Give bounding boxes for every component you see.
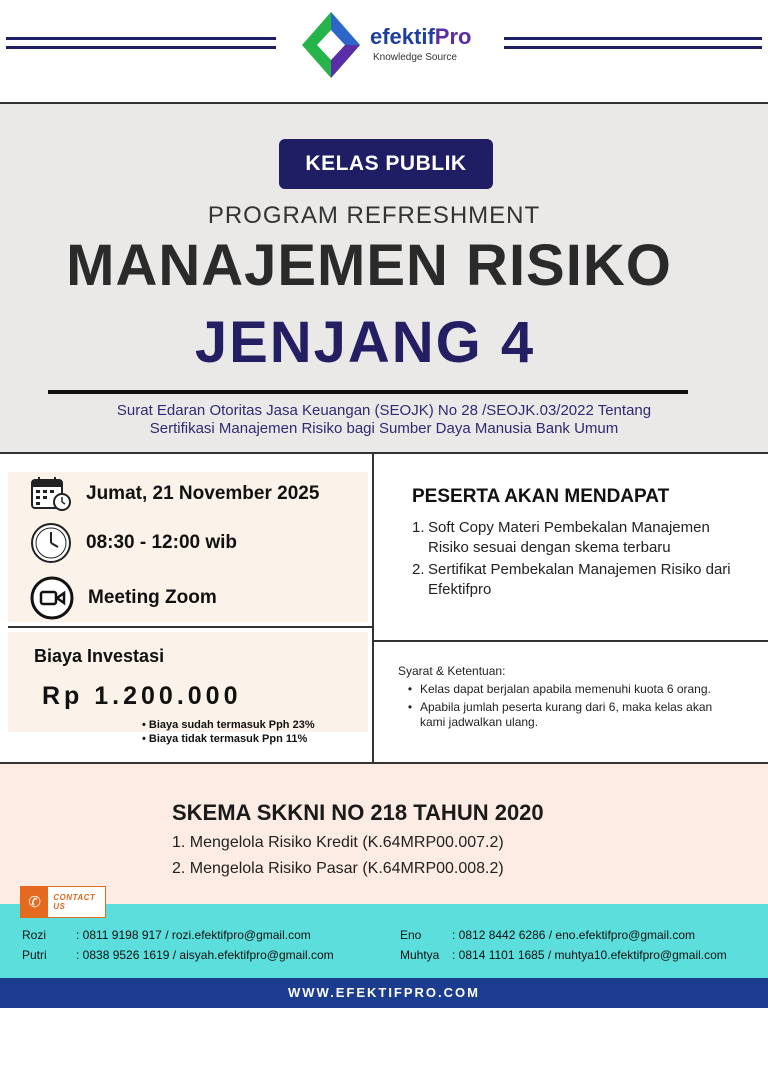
contact-us-badge bbox=[20, 886, 106, 918]
benefits-list bbox=[412, 518, 742, 602]
logo-diamond-icon bbox=[300, 10, 362, 80]
phone-icon: ✆ bbox=[21, 887, 48, 917]
list-item: 1. Soft Copy Materi Pembekalan Manajemen Risiko sesuai dengan skema terbaru bbox=[412, 519, 710, 556]
title-line1: MANAJEMEN RISIKO bbox=[66, 233, 672, 298]
contact-name: Rozi bbox=[22, 928, 47, 942]
contact-info: : 0812 8442 6286 / eno.efektifpro@gmail.com bbox=[452, 928, 695, 942]
video-camera-icon bbox=[30, 576, 74, 620]
contact-section bbox=[0, 893, 768, 978]
event-date-row bbox=[30, 476, 319, 512]
investment-label: Biaya Investasi bbox=[34, 646, 165, 666]
benefits-title: PESERTA AKAN MENDAPAT bbox=[412, 486, 670, 507]
calendar-icon bbox=[30, 476, 72, 512]
skema-section bbox=[0, 762, 768, 904]
event-time: 08:30 - 12:00 wib bbox=[86, 532, 238, 553]
logo-subtitle: Knowledge Source bbox=[373, 52, 457, 63]
investment-note: • Biaya sudah termasuk Pph 23% bbox=[142, 719, 315, 731]
left-divider bbox=[8, 626, 372, 628]
terms-list bbox=[400, 682, 720, 733]
skema-item: 1. Mengelola Risiko Kredit (K.64MRP00.007.2) bbox=[172, 834, 504, 851]
contact-name: Eno bbox=[400, 928, 422, 942]
investment-note: • Biaya tidak termasuk Ppn 11% bbox=[142, 733, 315, 745]
clock-icon bbox=[30, 522, 72, 564]
column-divider bbox=[372, 454, 374, 762]
contact-info: : 0838 9526 1619 / aisyah.efektifpro@gmail.com bbox=[76, 948, 334, 962]
event-location-row bbox=[30, 576, 217, 620]
logo-text: efektifPro bbox=[370, 24, 472, 49]
contact-us-label: CONTACT US bbox=[53, 893, 96, 911]
regulation-line1: Surat Edaran Otoritas Jasa Keuangan (SEOJK) No 28 /SEOJK.03/2022 Tentang bbox=[116, 402, 652, 419]
skema-title: SKEMA SKKNI NO 218 TAHUN 2020 bbox=[172, 800, 544, 825]
details-section bbox=[0, 454, 768, 762]
event-location: Meeting Zoom bbox=[88, 587, 217, 608]
right-divider bbox=[374, 640, 768, 642]
terms-title: Syarat & Ketentuan: bbox=[398, 664, 506, 678]
header bbox=[0, 0, 768, 102]
regulation-line2: Sertifikasi Manajemen Risiko bagi Sumber Daya Manusia Bank Umum bbox=[149, 420, 619, 437]
hero-section bbox=[0, 102, 768, 454]
kelas-publik-badge: KELAS PUBLIK bbox=[279, 139, 493, 189]
contact-info: : 0811 9198 917 / rozi.efektifpro@gmail.com bbox=[76, 928, 311, 942]
list-item: 2. Sertifikat Pembekalan Manajemen Risiko dari Efektifpro bbox=[412, 561, 731, 598]
list-item: • Apabila jumlah peserta kurang dari 6, maka kelas akan kami jadwalkan ulang. bbox=[407, 700, 713, 729]
program-label: PROGRAM REFRESHMENT bbox=[207, 202, 541, 229]
logo bbox=[300, 10, 480, 80]
event-date: Jumat, 21 November 2025 bbox=[86, 483, 320, 504]
investment-price: Rp 1.200.000 bbox=[42, 682, 242, 710]
contact-name: Muhtya bbox=[400, 948, 440, 962]
header-rule-left-bottom bbox=[6, 46, 276, 49]
header-rule-left-top bbox=[6, 37, 276, 40]
header-rule-right-top bbox=[504, 37, 762, 40]
contact-name: Putri bbox=[22, 948, 47, 962]
investment-notes bbox=[142, 719, 315, 747]
list-item: • Kelas dapat berjalan apabila memenuhi kuota 6 orang. bbox=[407, 682, 711, 696]
event-time-row bbox=[30, 522, 237, 564]
website-footer[interactable]: WWW.EFEKTIFPRO.COM bbox=[0, 978, 768, 1008]
contact-info: : 0814 1101 1685 / muhtya10.efektifpro@gmail.com bbox=[452, 948, 727, 962]
skema-item: 2. Mengelola Risiko Pasar (K.64MRP00.008.2) bbox=[172, 860, 504, 877]
title-line2: JENJANG 4 bbox=[194, 310, 536, 375]
header-rule-right-bottom bbox=[504, 46, 762, 49]
hero-divider bbox=[48, 390, 688, 394]
